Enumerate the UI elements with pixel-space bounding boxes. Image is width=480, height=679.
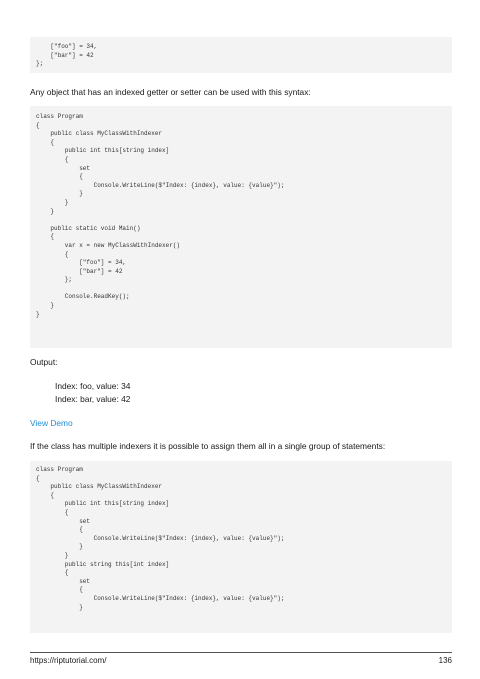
code-line: { (36, 173, 83, 181)
code-line: } (36, 302, 55, 310)
code-line: class Program (36, 113, 83, 120)
code-line: { (36, 569, 69, 577)
code-line: Console.WriteLine($"Index: {index}, value: {value}"); (36, 534, 285, 542)
code-line: ["bar"] = 42 (36, 267, 123, 275)
footer-divider (30, 652, 452, 653)
code-line: { (36, 138, 55, 146)
output-label: Output: (30, 357, 58, 367)
code-line (36, 285, 446, 294)
code-line: { (36, 526, 83, 534)
page-number: 136 (438, 656, 452, 665)
code-line: } (36, 198, 69, 206)
code-line: public string this[int index] (36, 560, 170, 568)
code-block-top (30, 37, 452, 73)
code-line: } (36, 190, 83, 198)
code-line: ["foo"] = 34, (36, 259, 127, 267)
code-line: }; (36, 60, 44, 68)
code-line (36, 216, 446, 225)
code-line: class Program (36, 466, 83, 473)
code-line: set (36, 577, 91, 585)
code-line: { (36, 491, 55, 499)
code-line: } (36, 603, 83, 611)
code-line: } (36, 207, 55, 215)
code-line: } (36, 543, 83, 551)
code-line: var x = new MyClassWithIndexer() (36, 241, 181, 249)
code-line: } (36, 551, 69, 559)
paragraph-indexer-intro: Any object that has an indexed getter or setter can be used with this syntax: (30, 87, 311, 97)
code-line: Console.WriteLine($"Index: {index}, value: {value}"); (36, 181, 285, 189)
code-line: ["foo"] = 34, (36, 43, 98, 50)
paragraph-multiple-indexers: If the class has multiple indexers it is possible to assign them all in a single group of statements: (30, 441, 386, 451)
code-line: public static void Main() (36, 224, 141, 232)
code-line: Console.WriteLine($"Index: {index}, value: {value}"); (36, 594, 285, 602)
code-line: } (36, 310, 40, 318)
footer-url-link[interactable]: https://riptutorial.com/ (30, 656, 107, 665)
code-line: set (36, 164, 91, 172)
code-line: }; (36, 276, 73, 284)
code-line: { (36, 586, 83, 594)
code-block-program (30, 106, 452, 348)
code-line: { (36, 474, 40, 482)
code-block-multiple-indexers (30, 461, 452, 633)
code-line: public int this[string index] (36, 147, 170, 155)
code-line: { (36, 233, 55, 241)
view-demo-link[interactable]: View Demo (30, 418, 73, 428)
code-line: ["bar"] = 42 (36, 51, 94, 59)
code-line: set (36, 517, 91, 525)
code-line: public int this[string index] (36, 500, 170, 508)
code-line: public class MyClassWithIndexer (36, 483, 163, 491)
code-line: { (36, 121, 40, 129)
code-line: { (36, 155, 69, 163)
code-line: { (36, 508, 69, 516)
output-line: Index: bar, value: 42 (55, 394, 131, 404)
output-line: Index: foo, value: 34 (55, 381, 131, 391)
code-line: Console.ReadKey(); (36, 293, 130, 301)
code-line: { (36, 250, 69, 258)
code-line: public class MyClassWithIndexer (36, 130, 163, 138)
